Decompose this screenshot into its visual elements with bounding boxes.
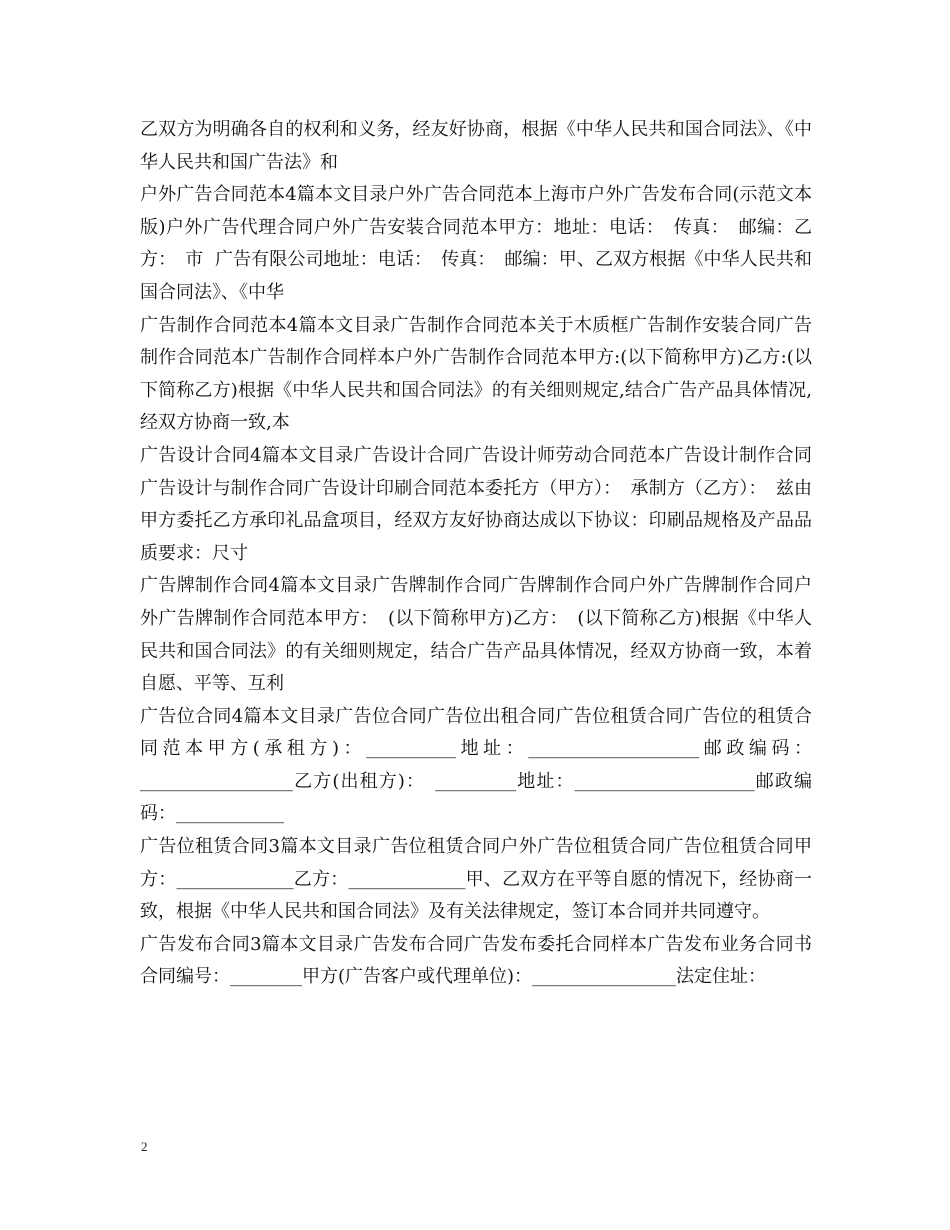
document-body xyxy=(140,114,812,994)
paragraph-outdoor-ad-contract: 户外广告合同范本4篇本文目录户外广告合同范本上海市户外广告发布合同(示范文本版)户外广告代理合同户外广告安装合同范本甲方：地址：电话： 传真： 邮编：乙方： 市 广告有限公司地址：电话： 传真： 邮编：甲、乙双方根据《中华人民共和国合同法》、《中华 xyxy=(140,184,812,303)
paragraph-billboard-contract: 广告牌制作合同4篇本文目录广告牌制作合同广告牌制作合同户外广告牌制作合同户外广告牌制作合同范本甲方： (以下简称甲方)乙方： (以下简称乙方)根据《中华人民共和国合同法》的有关细则规定，结合广告产品具体情况，经双方协商一致，本着自愿、平等、互利 xyxy=(140,575,812,695)
paragraph-ad-space-contract: 广告位合同4篇本文目录广告位合同广告位出租合同广告位租赁合同广告位的租赁合同范本甲方(承租方)：__________地址：___________________邮政编码：_________________乙方(出租方)： _________地址：____________________邮政编码：____________ xyxy=(140,705,812,825)
paragraph-intro: 乙双方为明确各自的权利和义务，经友好协商，根据《中华人民共和国合同法》、《中华人民共和国广告法》和 xyxy=(140,119,812,173)
paragraph-ad-publishing-contract: 广告发布合同3篇本文目录广告发布合同广告发布委托合同样本广告发布业务合同书合同编号：________甲方(广告客户或代理单位)：________________法定住址： xyxy=(140,933,812,988)
paragraph-ad-design-contract: 广告设计合同4篇本文目录广告设计合同广告设计师劳动合同范本广告设计制作合同广告设计与制作合同广告设计印刷合同范本委托方（甲方）： 承制方（乙方）： 兹由甲方委托乙方承印礼品盒项目，经双方友好协商达成以下协议：印刷品规格及产品品质要求：尺寸 xyxy=(140,444,812,564)
page-number: 2 xyxy=(141,1139,148,1154)
paragraph-ad-production-contract: 广告制作合同范本4篇本文目录广告制作合同范本关于木质框广告制作安装合同广告制作合同范本广告制作合同样本户外广告制作合同范本甲方:(以下简称甲方)乙方:(以下简称乙方)根据《中华人民共和国合同法》的有关细则规定,结合广告产品具体情况,经双方协商一致,本 xyxy=(140,314,812,434)
paragraph-ad-space-lease-contract: 广告位租赁合同3篇本文目录广告位租赁合同户外广告位租赁合同广告位租赁合同甲方：_____________乙方：_____________甲、乙双方在平等自愿的情况下，经协商一致，根据《中华人民共和国合同法》及有关法律规定，签订本合同并共同遵守。 xyxy=(140,836,812,923)
